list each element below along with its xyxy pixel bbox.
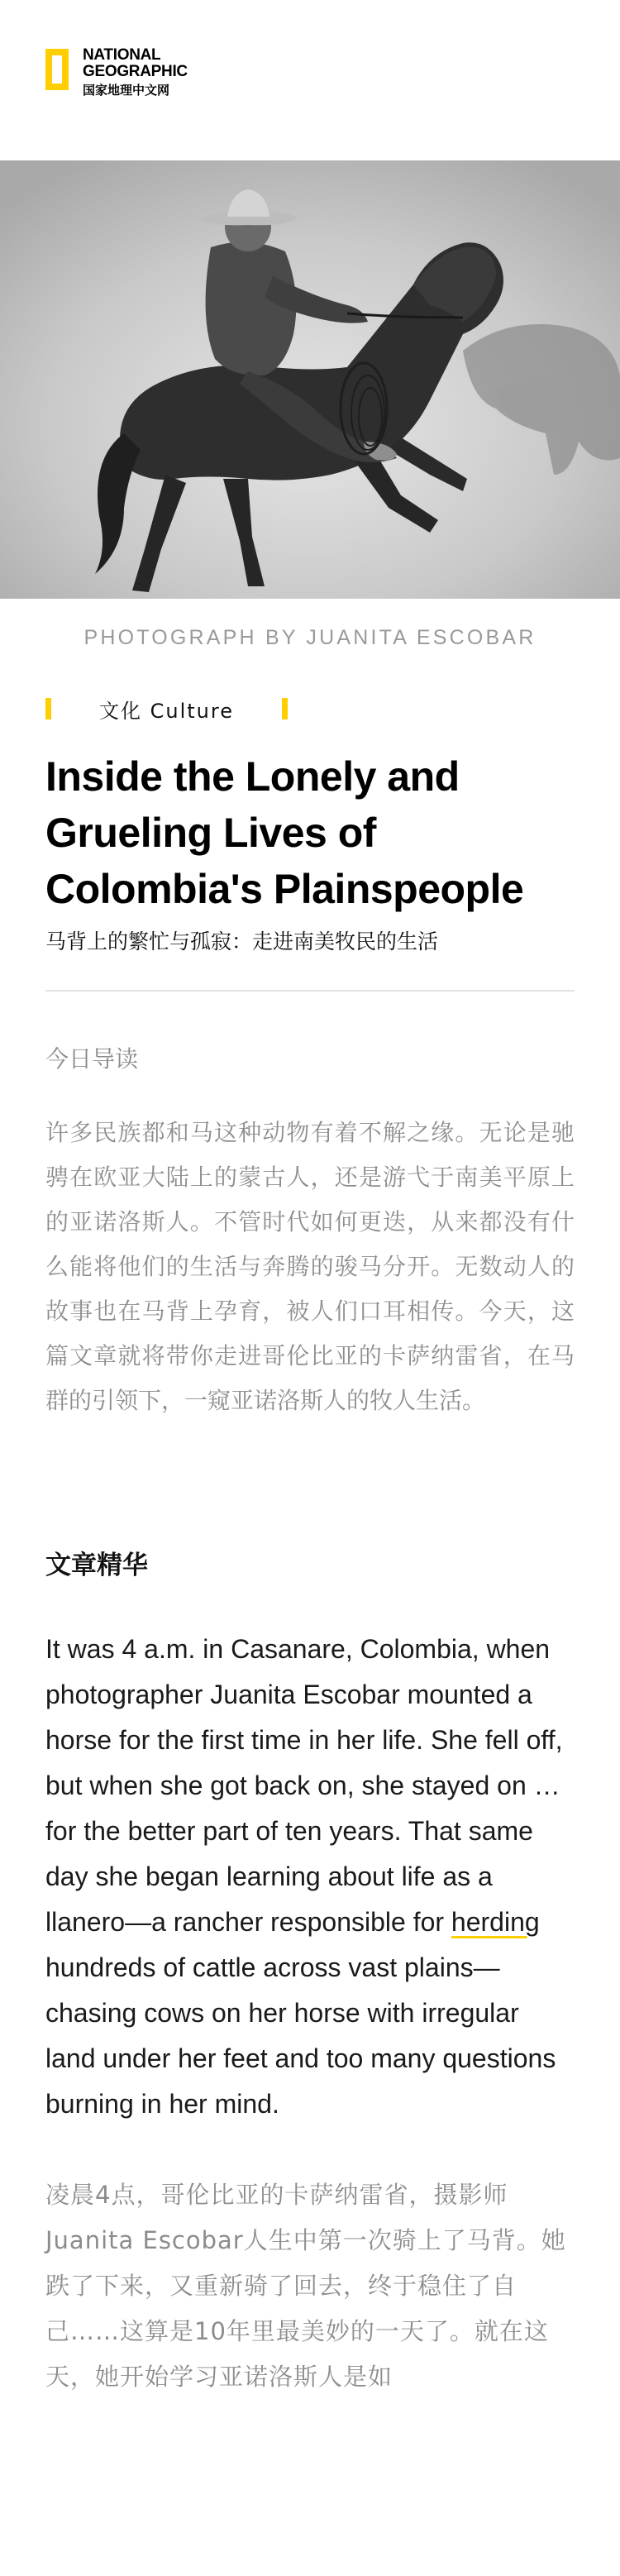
article-subtitle: 马背上的繁忙与孤寂：走进南美牧民的生活 bbox=[45, 930, 439, 953]
english-text-after: hundreds of cattle across vast plains—chasing cows on her horse with irregular land under her feet and too many questions burning in her mind. bbox=[45, 1952, 556, 2119]
natgeo-logo[interactable] bbox=[45, 47, 188, 99]
category-tag-label: 文化 Culture bbox=[99, 699, 234, 723]
yellow-border-logo-icon bbox=[45, 49, 69, 90]
logo-chinese-name: 国家地理中文网 bbox=[83, 83, 170, 98]
english-paragraph bbox=[45, 1627, 575, 2127]
logo-text bbox=[83, 47, 188, 99]
chinese-translation-paragraph: 凌晨4点，哥伦比亚的卡萨纳雷省，摄影师Juanita Escobar人生中第一次骑上了马背。她跌了下来，又重新骑了回去，终于稳住了自己……这算是10年里最美妙的一天了。就在这天，她开始学习亚诺洛斯人是如 bbox=[45, 2181, 566, 2391]
vocab-highlight-herding[interactable]: herding bbox=[451, 1907, 540, 1937]
english-text-before: It was 4 a.m. in Casanare, Colombia, when photographer Juanita Escobar mounted a horse for the first time in her life. She fell off, but when she got back on, she stayed on … for the better part of ten years. That same day she began learning about life as a llanero—a rancher responsible for bbox=[45, 1634, 563, 1937]
tag-left-bar bbox=[45, 698, 51, 719]
divider bbox=[45, 990, 575, 992]
logo-line-geographic: GEOGRAPHIC bbox=[83, 63, 188, 80]
logo-line-national: NATIONAL bbox=[83, 46, 161, 64]
tag-right-bar bbox=[282, 698, 288, 719]
article-title: Inside the Lonely and Grueling Lives of Colombia's Plainspeople bbox=[45, 753, 524, 912]
highlights-label: 文章精华 bbox=[45, 1551, 148, 1580]
hero-photo bbox=[0, 160, 620, 599]
intro-paragraph: 许多民族都和马这种动物有着不解之缘。无论是驰骋在欧亚大陆上的蒙古人，还是游弋于南美平原上的亚诺洛斯人。不管时代如何更迭，从来都没有什么能将他们的生活与奔腾的骏马分开。无数动人的故事也在马背上孕育，被人们口耳相传。今天，这篇文章就将带你走进哥伦比亚的卡萨纳雷省，在马群的引领下，一窥亚诺洛斯人的牧人生活。 bbox=[45, 1119, 575, 1414]
hero-photo-illustration bbox=[0, 160, 620, 599]
site-header bbox=[0, 0, 620, 160]
category-tag[interactable] bbox=[45, 684, 575, 734]
article-content bbox=[0, 684, 620, 2400]
guide-label: 今日导读 bbox=[45, 1045, 139, 1073]
photo-credit: PHOTOGRAPH BY JUANITA ESCOBAR bbox=[83, 626, 537, 649]
